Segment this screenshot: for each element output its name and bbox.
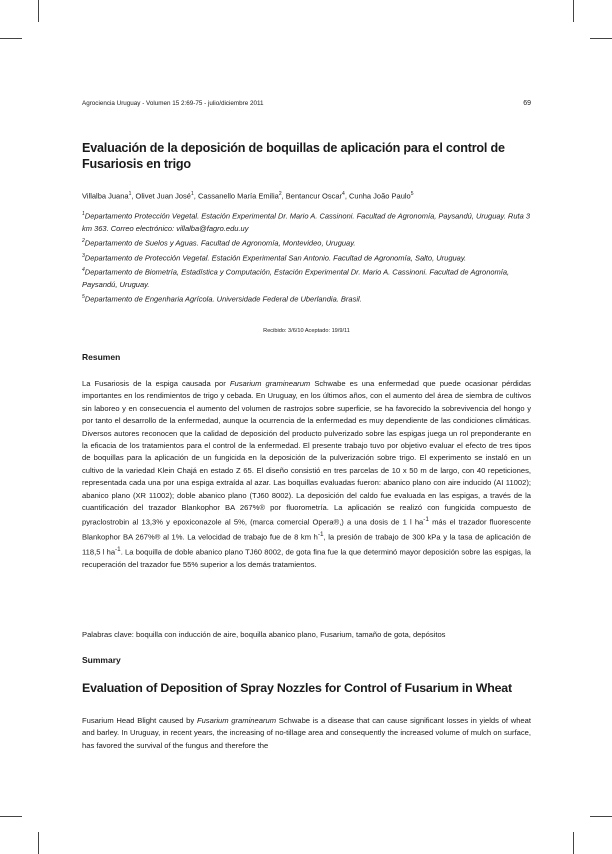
paper-title: Evaluación de la deposición de boquillas de aplicación para el control de Fusariosis en trigo bbox=[82, 141, 505, 171]
author-affiliation-mark: 5 bbox=[410, 191, 414, 197]
resumen-heading: Resumen bbox=[82, 352, 121, 362]
author-affiliation-mark: 1 bbox=[128, 191, 132, 197]
affiliation-number: 4 bbox=[82, 267, 85, 274]
crop-mark bbox=[38, 832, 39, 854]
author-name: Villalba Juana bbox=[82, 191, 129, 201]
affiliation-number: 2 bbox=[82, 237, 85, 244]
page-number: 69 bbox=[523, 100, 531, 107]
species-name: Fusarium graminearum bbox=[196, 716, 277, 725]
crop-mark bbox=[590, 38, 612, 39]
affiliation-number: 5 bbox=[82, 294, 85, 301]
crop-mark bbox=[573, 832, 574, 854]
affiliation-text: Departamento de Engenharia Agrícola. Universidade Federal de Uberlandia. Brasil. bbox=[84, 294, 362, 304]
author-affiliation-mark: 1 bbox=[190, 191, 194, 197]
summary-heading: Summary bbox=[82, 655, 121, 665]
author-list: Villalba Juana$^1$, Olivet Juan José$^1$, Cassanello María Emilia$^2$, Bentancur Oscar$^4$, Cunha João Paulo$^5$ bbox=[82, 191, 414, 201]
affiliation-item bbox=[82, 291, 531, 306]
affiliation-text: Departamento Protección Vegetal. Estación Experimental Dr. Mario A. Cassinoni. Facultad de Agronomía, Paysandú, Uruguay. Ruta 3 km 363. Correo electrónico: villalba@fagro.edu.uy bbox=[82, 211, 531, 233]
english-title: Evaluation of Deposition of Spray Nozzles for Control of Fusarium in Wheat bbox=[82, 681, 512, 695]
author-affiliation-mark: 4 bbox=[342, 191, 345, 197]
crop-mark bbox=[590, 816, 612, 817]
crop-mark bbox=[573, 0, 574, 22]
affiliation-list bbox=[82, 208, 531, 306]
crop-mark bbox=[0, 816, 22, 817]
affiliation-text: Departamento de Suelos y Aguas. Facultad de Agronomía, Montevideo, Uruguay. bbox=[84, 238, 356, 248]
author-name: Olivet Juan José bbox=[135, 191, 191, 201]
crop-mark bbox=[38, 0, 39, 22]
summary-paragraph: Fusarium Head Blight caused by Fusarium graminearum Schwabe is a disease that can cause significant losses in yields of wheat and barley. In Uruguay, in recent years, the increasing of no-tillage area and consequently the increased volume of mulch on surface, has favored the survival of the fungus and therefore the bbox=[82, 716, 531, 750]
affiliation-number: 1 bbox=[82, 211, 85, 217]
affiliation-item bbox=[82, 264, 531, 291]
keywords-line: Palabras clave: boquilla con inducción de aire, boquilla abanico plano, Fusarium, tamaño de gota, depósitos bbox=[82, 630, 446, 639]
running-header bbox=[82, 100, 531, 107]
journal-citation: Agrociencia Uruguay - Volumen 15 2:69-75 - julio/diciembre 2011 bbox=[82, 100, 264, 107]
author-name: Cunha João Paulo bbox=[349, 191, 411, 201]
author-name: Cassanello María Emilia bbox=[197, 191, 279, 201]
crop-mark bbox=[0, 38, 22, 39]
affiliation-number: 3 bbox=[82, 252, 85, 259]
species-name: Fusarium graminearum bbox=[229, 379, 311, 388]
affiliation-item bbox=[82, 250, 531, 265]
received-accepted-dates: Recibido: 3/6/10 Aceptado: 19/9/11 bbox=[263, 328, 350, 334]
abstract-paragraph: La Fusariosis de la espiga causada por Fusarium graminearum Schwabe es una enfermedad que puede ocasionar pérdidas importantes en los rendimientos de trigo y cebada. En Uruguay, en los últimos años, con el aumento del área de siembra de cultivos sin laboreo y en consecuencia el aumento del volumen de rastrojos sobre superficie, se ha favorecido la sobrevivencia del hongo y por tanto el desarrollo de la enfermedad, aunque la ocurrencia de la enfermedad es muy dependiente de las condiciones climáticas. Diversos autores reconocen que la calidad de deposición del producto pulverizado sobre las espigas juega un rol preponderante en la eficacia de los tratamientos para el control de la enfermedad. El presente trabajo tuvo por objetivo evaluar el efecto de tres tipos de boquillas para la aplicación de un fungicida en la deposición de la pulverización sobre trigo. El experimento se instaló en un cultivo de la variedad Klein Chajá en estado Z 65. El diseño consistió en tres parcelas de 10 x 50 m de largo, con 40 repeticiones, representada cada una por una espiga extraída al azar. Las boquillas evaluadas fueron: abanico plano con aire inducido (AI 11002); abanico plano (XR 11002); doble abanico plano (TJ60 8002). La deposición del caldo fue evaluada en las espigas, a través de la cuantificación del trazador Blankophor BA 267%® por fluorometría. La aplicación se realizó con fungicida compuesto de pyraclostrobin al 13,3% y epoxiconazole al 5%, (marca comercial Opera®,) a una dosis de 1 l $ha^{-1}$ más el trazador fluorescente Blankophor BA 267%® al 1%. La velocidad de trabajo fue de 8 km $h^{-1}$, la presión de trabajo de 300 kPa y la tasa de aplicación de 118,5 l $ha^{-1}$. La boquilla de doble abanico plano TJ60 8002, de gota fina fue la que determinó mayor deposición sobre las espigas, la recuperación del trazador fue 55% superior a los demás tratamientos. bbox=[82, 379, 532, 570]
affiliation-text: Departamento de Protección Vegetal. Estación Experimental San Antonio. Facultad de Agronomía, Salto, Uruguay. bbox=[84, 253, 467, 263]
affiliation-item bbox=[82, 235, 531, 250]
author-affiliation-mark: 2 bbox=[278, 191, 282, 197]
affiliation-text: Departamento de Biometría, Estadística y Computación, Estación Experimental Dr. Mario A. Cassinoni. Facultad de Agronomía, Paysandú, Uruguay. bbox=[82, 267, 510, 290]
author-name: Bentancur Oscar bbox=[285, 191, 343, 201]
affiliation-item bbox=[82, 208, 531, 235]
